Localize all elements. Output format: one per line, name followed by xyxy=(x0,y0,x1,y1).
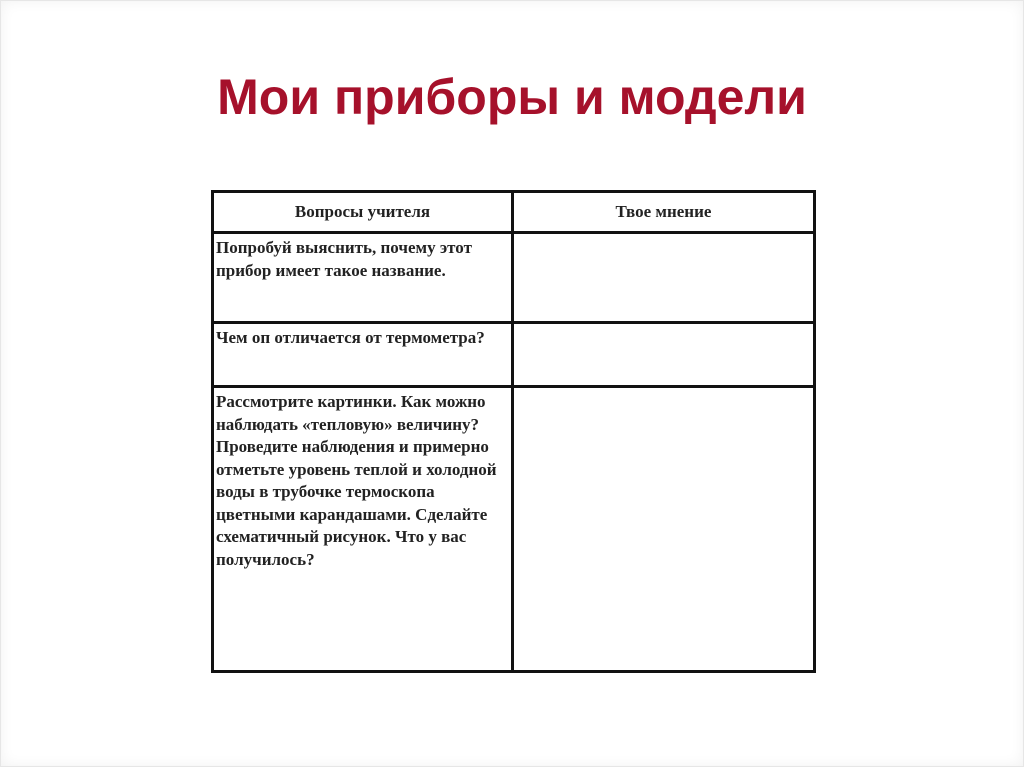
question-cell: Чем оп отличается от термометра? xyxy=(213,323,513,387)
header-your-opinion: Твое мнение xyxy=(513,192,815,233)
question-cell: Рассмотрите картинки. Как можно наблюдать «тепловую» величину? Проведите наблюдения и примерно отметьте уровень теплой и холодной воды в трубочке термоскопа цветными карандашами. Сделайте схематичный рисунок. Что у вас получилось? xyxy=(213,387,513,672)
answer-cell[interactable] xyxy=(513,233,815,323)
table-row xyxy=(213,323,815,387)
slide-title: Мои приборы и модели xyxy=(217,69,807,125)
table-row xyxy=(213,387,815,672)
table-header-row xyxy=(213,192,815,233)
header-teacher-questions: Вопросы учителя xyxy=(213,192,513,233)
question-cell: Попробуй выяснить, почему этот прибор имеет такое название. xyxy=(213,233,513,323)
answer-cell[interactable] xyxy=(513,323,815,387)
answer-cell[interactable] xyxy=(513,387,815,672)
table-row xyxy=(213,233,815,323)
questions-table xyxy=(211,190,816,673)
